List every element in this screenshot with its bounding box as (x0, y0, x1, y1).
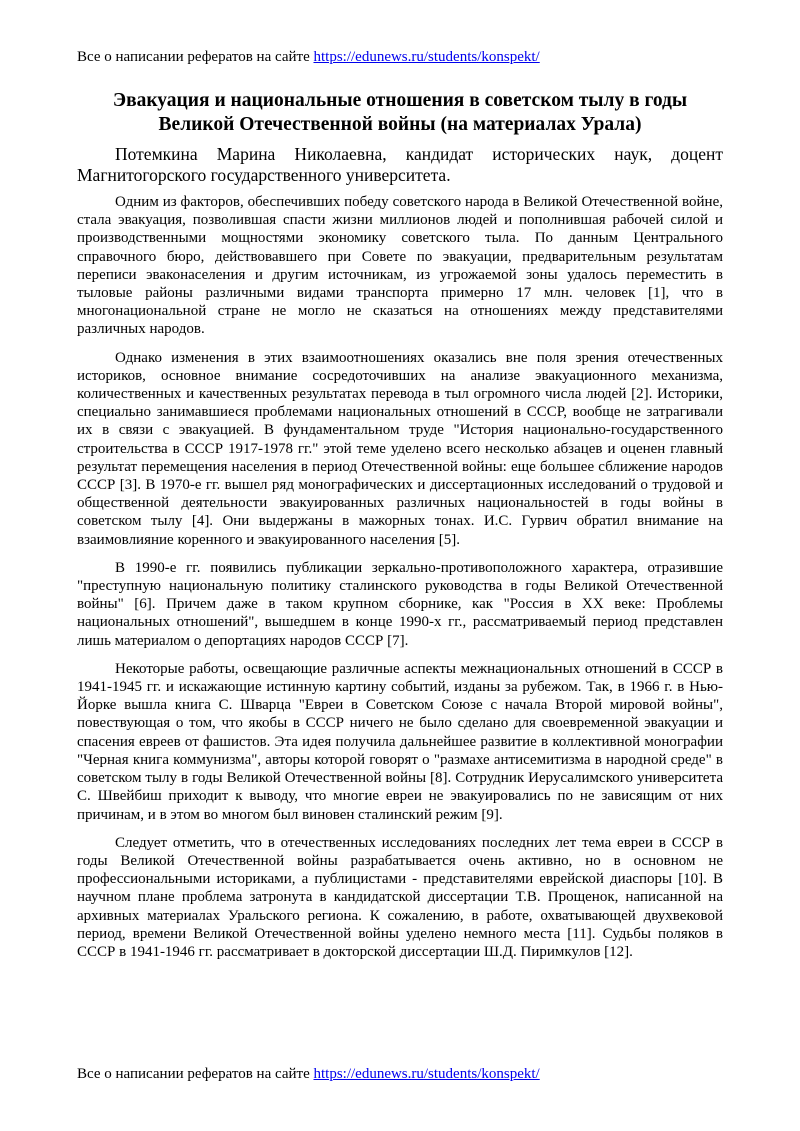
header-text: Все о написании рефератов на сайте (77, 49, 314, 65)
author-line: Потемкина Марина Николаевна, кандидат исторических наук, доцент Магнитогорского государственного университета. (77, 144, 723, 185)
paragraph: Одним из факторов, обеспечивших победу советского народа в Великой Отечественной войне, стала эвакуация, позволившая спасти жизни миллионов людей и пополнившая рабочей силой и производственными мощностями экономику советского тыла. По данным Центрального справочного бюро, действовавшего при Совете по эвакуации, предварительным результатам переписи эваконаселения и другим источникам, из угрожаемой зоны удалось переместить в тыловые районы различными видами транспорта примерно 17 млн. человек [1], что в многонациональной стране не могло не сказаться на отношениях между представителями различных народов. (77, 194, 723, 338)
footer-link[interactable]: https://edunews.ru/students/konspekt/ (313, 1066, 540, 1082)
page-footer (77, 1065, 540, 1083)
footer-text: Все о написании рефератов на сайте (77, 1066, 314, 1082)
article-body (77, 193, 723, 971)
page-header (77, 48, 540, 66)
header-link[interactable]: https://edunews.ru/students/konspekt/ (313, 49, 540, 65)
paragraph: В 1990-е гг. появились публикации зеркально-противоположного характера, отразившие "преступную национальную политику сталинского руководства в годы Великой Отечественной войны" [6]. Причем даже в таком крупном сборнике, как "Россия в XX веке: Проблемы национальных отношений", вышедшем в конце 1990-х гг., рассматриваемый период представлен лишь материалом о депортациях народов СССР [7]. (77, 559, 723, 649)
paragraph: Некоторые работы, освещающие различные аспекты межнациональных отношений в СССР в 1941-1945 гг. и искажающие истинную картину событий, изданы за рубежом. Так, в 1966 г. в Нью-Йорке вышла книга С. Шварца "Евреи в Советском Союзе с начала Второй мировой войны", повествующая о том, что якобы в СССР ничего не было сделано для своевременной эвакуации и спасения евреев от фашистов. Эта идея получила дальнейшее развитие в коллективной монографии "Черная книга коммунизма", авторы которой говорят о "размахе антисемитизма в народной среде" в советском тылу в годы Великой Отечественной войны [8]. Сотрудник Иерусалимского университета С. Швейбиш приходит к выводу, что многие евреи не эвакуировались по не зависящим от них причинам, и в этом во многом был виновен сталинский режим [9]. (77, 660, 723, 823)
paragraph: Однако изменения в этих взаимоотношениях оказались вне поля зрения отечественных историков, основное внимание сосредоточивших на анализе эвакуационного механизма, количественных и качественных результатах перевода в тыл огромного числа людей [2]. Историки, специально занимавшиеся проблемами национальных отношений в СССР, вообще не затрагивали их в связи с эвакуацией. В фундаментальном труде "История национально-государственного строительства в СССР 1917-1978 гг." этой теме уделено всего несколько абзацев и оценен главный результат перемещения населения в период Отечественной войны: еще большее сближение народов СССР [3]. В 1970-е гг. вышел ряд монографических и диссертационных исследований о трудовой и общественной деятельности эвакуированных различных национальностей в годы войны в советском тылу [4]. Они выдержаны в мажорных тонах. И.С. Гурвич обратил внимание на взаимовлияние коренного и эвакуированного населения [5]. (77, 349, 723, 548)
article-title: Эвакуация и национальные отношения в советском тылу в годы Великой Отечественной войны (на материалах Урала) (112, 90, 688, 135)
paragraph: Следует отметить, что в отечественных исследованиях последних лет тема евреи в СССР в годы Великой Отечественной войны разрабатывается очень активно, но в основном не профессиональными историками, а публицистами - представителями еврейской диаспоры [10]. В научном плане проблема затронута в кандидатской диссертации Т.В. Прощенок, написанной на архивных материалах Уральского региона. К сожалению, в работе, охватывающей двухвековой период, времени Великой Отечественной войны уделено немного места [11]. Судьбы поляков в СССР в 1941-1946 гг. рассматривает в докторской диссертации Ш.Д. Пиримкулов [12]. (77, 834, 723, 960)
